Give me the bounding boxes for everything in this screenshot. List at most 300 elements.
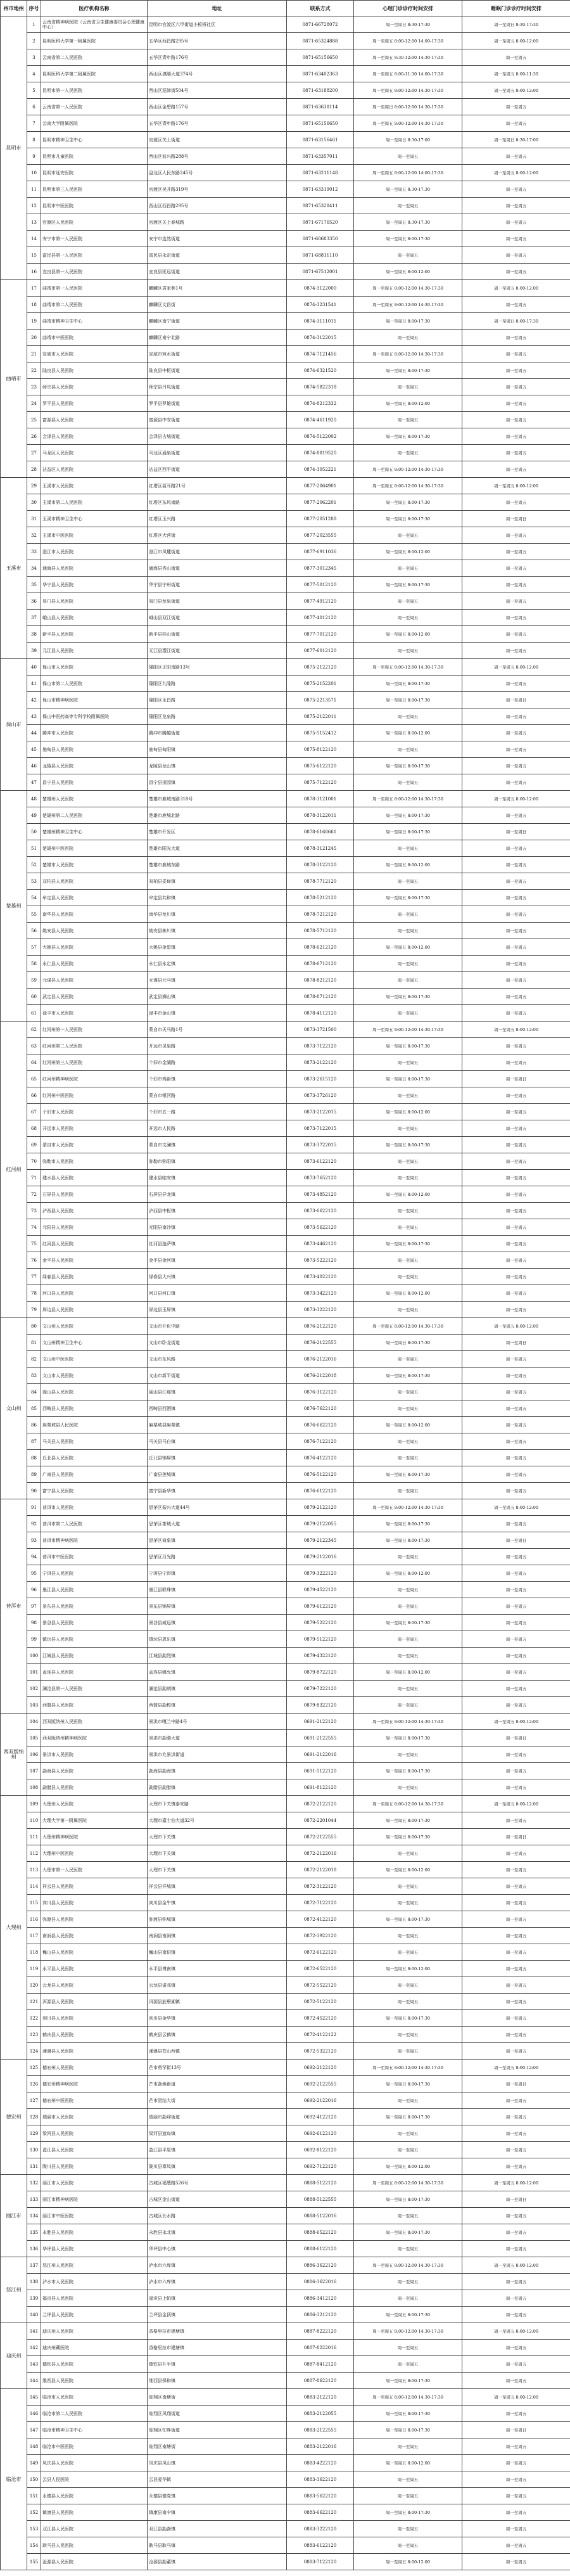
sleep-clinic-hours: 周一至周五 8:00-11:30 (462, 66, 570, 82)
city-cell: 迪庆州 (1, 2323, 27, 2389)
phone: 0876-6122120 (287, 1483, 354, 1499)
row-number: 96 (27, 1582, 41, 1598)
table-row (1, 2406, 570, 2422)
phone: 0873-5222120 (287, 1252, 354, 1269)
phone: 0878-5212120 (287, 890, 354, 906)
phone: 0871-63188200 (287, 82, 354, 99)
address: 麒麟区文昌街 (148, 297, 287, 313)
sleep-clinic-hours: 周一至周五 (462, 2373, 570, 2389)
table-row (1, 2438, 570, 2455)
sleep-clinic-hours: 周一至周五 (462, 527, 570, 544)
psych-clinic-hours: 周一至周五 8:00-12:00 (354, 1285, 462, 1302)
table-row (1, 66, 570, 82)
psych-clinic-hours: 周一至周五 8:00-17:30 (354, 758, 462, 774)
table-row (1, 494, 570, 511)
table-row (1, 1532, 570, 1549)
row-number: 41 (27, 676, 41, 692)
sleep-clinic-hours: 周一至周五 (462, 1862, 570, 1878)
psych-clinic-hours: 周一至周五 (354, 1269, 462, 1285)
city-cell: 曲靖市 (1, 280, 27, 478)
address: 绿春县大兴镇 (148, 1269, 287, 1285)
address: 南涧县南涧镇 (148, 1928, 287, 1944)
row-number: 57 (27, 939, 41, 956)
address: 龙陵县龙山镇 (148, 758, 287, 774)
address: 隆阳区正阳南路13号 (148, 659, 287, 676)
row-number: 72 (27, 1186, 41, 1203)
address: 西盟县勐梭镇 (148, 1697, 287, 1714)
city-cell: 昆明市 (1, 16, 27, 280)
table-row (1, 857, 570, 873)
header-row (1, 1, 570, 16)
psych-clinic-hours: 周一至周五 (354, 379, 462, 395)
address: 盈江县平原镇 (148, 2142, 287, 2158)
phone: 0875-7122120 (287, 774, 354, 791)
address: 新平县桂山街道 (148, 626, 287, 643)
row-number: 10 (27, 165, 41, 181)
sleep-clinic-hours: 周一至周五 8:00-12:00 (462, 659, 570, 676)
sleep-clinic-hours: 周一至周五 (462, 2274, 570, 2290)
table-row (1, 445, 570, 461)
institution-name: 泸西县人民医院 (41, 1203, 148, 1219)
phone: 0874-6321520 (287, 362, 354, 379)
sleep-clinic-hours: 周一至周五 (462, 247, 570, 264)
sleep-clinic-hours: 周一至周五 (462, 1911, 570, 1928)
address: 景谷县威远镇 (148, 1615, 287, 1631)
table-row (1, 346, 570, 362)
sleep-clinic-hours: 周一至周五 8:00-12:00 (462, 82, 570, 99)
table-row (1, 478, 570, 494)
psych-clinic-hours: 周一至周五 (354, 2290, 462, 2307)
phone: 0883-2122120 (287, 2389, 354, 2406)
sleep-clinic-hours: 周一至周五 8:00-12:00 (462, 1796, 570, 1812)
address: 罗平县罗雄街道 (148, 395, 287, 412)
phone: 0692-8122120 (287, 2142, 354, 2158)
institution-name: 红河州精神病医院 (41, 1071, 148, 1087)
psych-clinic-hours: 周一至周五 8:00-17:30 (354, 890, 462, 906)
institution-name: 西双版纳州精神病医院 (41, 1730, 148, 1746)
phone: 0872-4122122 (287, 2027, 354, 2043)
table-row (1, 2307, 570, 2323)
psych-clinic-hours: 周一至周五 8:00-17:30 (354, 676, 462, 692)
row-number: 12 (27, 198, 41, 214)
address: 宣威市宛水街道 (148, 346, 287, 362)
table-row (1, 1648, 570, 1664)
sleep-clinic-hours: 周一至周五 (462, 2224, 570, 2241)
psych-clinic-hours: 周一至周五 8:00-17:30 (354, 807, 462, 824)
address: 会泽县古城街道 (148, 428, 287, 445)
row-number: 153 (27, 2521, 41, 2537)
psych-clinic-hours: 周一至周五 (354, 2488, 462, 2504)
phone: 0876-2122555 (287, 1335, 354, 1351)
psych-clinic-hours: 周一至周五 8:00-17:30 (354, 1038, 462, 1054)
phone: 0883-6122120 (287, 2537, 354, 2554)
table-row (1, 1829, 570, 1845)
address: 五华区青年路176号 (148, 115, 287, 132)
institution-name: 楚雄州中医医院 (41, 840, 148, 857)
table-row (1, 82, 570, 99)
psych-clinic-hours: 周一至周五 (354, 643, 462, 659)
row-number: 55 (27, 906, 41, 923)
psych-clinic-hours: 周一至周五 8:00-17:30 (354, 1615, 462, 1631)
table-row (1, 1714, 570, 1730)
table-row (1, 659, 570, 676)
institution-name: 保山市第二人民医院 (41, 676, 148, 692)
table-row (1, 1994, 570, 2010)
sleep-clinic-hours: 周一至周五 (462, 181, 570, 198)
phone: 0887-8412120 (287, 2356, 354, 2373)
address: 墨江县联珠镇 (148, 1582, 287, 1598)
phone: 0872-6122120 (287, 1944, 354, 1961)
sleep-clinic-hours: 周一至周五 (462, 1565, 570, 1582)
table-row (1, 1746, 570, 1763)
phone: 0692-2122555 (287, 2076, 354, 2092)
institution-name: 个旧市人民医院 (41, 1104, 148, 1120)
table-row (1, 2521, 570, 2537)
row-number: 30 (27, 494, 41, 511)
psych-clinic-hours: 周一至周五 (354, 1681, 462, 1697)
phone: 0876-7122120 (287, 1433, 354, 1450)
table-row (1, 873, 570, 890)
table-row (1, 791, 570, 807)
table-row (1, 1483, 570, 1499)
address: 德钦县升平镇 (148, 2356, 287, 2373)
sleep-clinic-hours: 周一至周五 8:00-12:00 (462, 2175, 570, 2191)
sleep-clinic-hours: 周一至周五 (462, 2290, 570, 2307)
sleep-clinic-hours: 周一至周五 (462, 593, 570, 610)
institution-name: 曲靖市第一人民医院 (41, 280, 148, 297)
address: 大理市下关镇 (148, 1829, 287, 1845)
row-number: 99 (27, 1631, 41, 1648)
table-row (1, 1269, 570, 1285)
row-number: 108 (27, 1779, 41, 1796)
address: 建水县临安镇 (148, 1170, 287, 1186)
address: 西山区滇缅大道374号 (148, 66, 287, 82)
table-row (1, 643, 570, 659)
phone: 0871-68683350 (287, 231, 354, 247)
phone: 0874-3231541 (287, 297, 354, 313)
row-number: 33 (27, 544, 41, 560)
address: 施甸县甸阳镇 (148, 741, 287, 758)
table-row (1, 2224, 570, 2241)
row-number: 35 (27, 577, 41, 593)
institution-name: 金平县人民医院 (41, 1252, 148, 1269)
psych-clinic-hours: 周一至周五 8:00-12:00 (354, 626, 462, 643)
institution-name: 普洱市精神病医院 (41, 1532, 148, 1549)
table-row (1, 1664, 570, 1681)
psych-clinic-hours: 周一至周五 (354, 2340, 462, 2356)
psych-clinic-hours: 周一至周五 8:00-12:00 (354, 725, 462, 741)
psych-clinic-hours: 周一至周五 (354, 198, 462, 214)
institution-name: 龙陵县人民医院 (41, 758, 148, 774)
row-number: 45 (27, 741, 41, 758)
sleep-clinic-hours: 周一至周五 (462, 1450, 570, 1466)
psych-clinic-hours: 周一至周五 (354, 1302, 462, 1318)
table-row (1, 330, 570, 346)
row-number: 126 (27, 2076, 41, 2092)
table-row (1, 1302, 570, 1318)
address: 昆明市官渡区六甲街道小板桥社区 (148, 16, 287, 33)
sleep-clinic-hours: 周一至周五 (462, 708, 570, 725)
psych-clinic-hours: 周一至周五 8:00-17:30 (354, 2224, 462, 2241)
phone: 0879-5122120 (287, 1631, 354, 1648)
phone: 0872-7122120 (287, 1895, 354, 1911)
row-number: 121 (27, 1994, 41, 2010)
row-number: 42 (27, 692, 41, 708)
sleep-clinic-hours: 周一至周日 (462, 1532, 570, 1549)
phone: 0872-2201044 (287, 1812, 354, 1829)
psych-clinic-hours: 周一至周日 8:00-12:00 14:30-17:30 (354, 99, 462, 115)
city-cell: 丽江市 (1, 2175, 27, 2257)
row-number: 67 (27, 1104, 41, 1120)
phone: 0874-3111011 (287, 313, 354, 330)
row-number: 101 (27, 1664, 41, 1681)
table-row (1, 264, 570, 280)
address: 牟定县共和镇 (148, 890, 287, 906)
row-number: 95 (27, 1565, 41, 1582)
row-number: 86 (27, 1417, 41, 1433)
table-row (1, 2471, 570, 2488)
sleep-clinic-hours: 周一至周五 (462, 1466, 570, 1483)
row-number: 79 (27, 1302, 41, 1318)
phone: 0883-5622120 (287, 2488, 354, 2504)
phone: 0878-6212120 (287, 939, 354, 956)
city-cell: 玉溪市 (1, 478, 27, 659)
institution-name: 文山市人民医院 (41, 1368, 148, 1384)
address: 石屏县异龙镇 (148, 1186, 287, 1203)
sleep-clinic-hours: 周一至周五 (462, 1137, 570, 1153)
sleep-clinic-hours: 周一至周日 (462, 1829, 570, 1845)
phone: 0872-2122016 (287, 1845, 354, 1862)
address: 师宗县丹凤街道 (148, 379, 287, 395)
address: 麒麟区南宁北路 (148, 330, 287, 346)
address: 耿马县耿马镇 (148, 2537, 287, 2554)
address: 红塔区东风南路 (148, 494, 287, 511)
phone: 0872-5322120 (287, 2043, 354, 2060)
phone: 0886-3622016 (287, 2274, 354, 2290)
table-row (1, 148, 570, 165)
row-number: 140 (27, 2307, 41, 2323)
psych-clinic-hours: 周一至周日 8:30-17:30 (354, 16, 462, 33)
row-number: 118 (27, 1944, 41, 1961)
row-number: 87 (27, 1433, 41, 1450)
psych-clinic-hours: 周一至周五 8:00-12:00 (354, 544, 462, 560)
phone: 0872-5122120 (287, 1994, 354, 2010)
row-number: 63 (27, 1038, 41, 1054)
address: 文山市新平街道 (148, 1368, 287, 1384)
institution-name: 麻栗坡县人民医院 (41, 1417, 148, 1433)
institution-name: 大理大学第一附属医院 (41, 1812, 148, 1829)
phone: 0877-2023555 (287, 527, 354, 544)
institution-name: 景洪市人民医院 (41, 1746, 148, 1763)
address: 宾川县金牛镇 (148, 1895, 287, 1911)
sleep-clinic-hours: 周一至周五 (462, 2537, 570, 2554)
phone: 0886-3412120 (287, 2290, 354, 2307)
table-row (1, 1203, 570, 1219)
phone: 0873-4022120 (287, 1269, 354, 1285)
sleep-clinic-hours: 周一至周五 (462, 2092, 570, 2109)
phone: 0874-8212332 (287, 395, 354, 412)
psych-clinic-hours: 周一至周五 (354, 1252, 462, 1269)
row-number: 37 (27, 610, 41, 626)
sleep-clinic-hours: 周一至周五 (462, 1779, 570, 1796)
row-number: 64 (27, 1054, 41, 1071)
sleep-clinic-hours: 周一至周日 (462, 2076, 570, 2092)
psych-clinic-hours: 周一至周五 8:00-17:30 (354, 2109, 462, 2125)
psych-clinic-hours: 周一至周五 (354, 1878, 462, 1895)
psych-clinic-hours: 周一至周日 8:00-17:30 (354, 2191, 462, 2208)
table-row (1, 593, 570, 610)
phone: 0879-4322120 (287, 1648, 354, 1664)
sleep-clinic-hours: 周一至周五 (462, 840, 570, 857)
institution-name: 勐腊县人民医院 (41, 1779, 148, 1796)
table-row (1, 2504, 570, 2521)
table-row (1, 1779, 570, 1796)
institution-name: 建水县人民医院 (41, 1170, 148, 1186)
row-number: 59 (27, 972, 41, 989)
institution-name: 云县人民医院 (41, 2471, 148, 2488)
table-row (1, 906, 570, 923)
table-row (1, 1186, 570, 1203)
row-number: 36 (27, 593, 41, 610)
psych-clinic-hours: 周一至周五 (354, 445, 462, 461)
table-row (1, 132, 570, 148)
psych-clinic-hours: 周一至周五 (354, 2092, 462, 2109)
table-row (1, 1598, 570, 1615)
table-row (1, 198, 570, 214)
table-row (1, 181, 570, 198)
table-row (1, 1763, 570, 1779)
address: 五华区西昌路295号 (148, 33, 287, 49)
sleep-clinic-hours: 周一至周五 (462, 379, 570, 395)
institution-name: 丘北县人民医院 (41, 1450, 148, 1466)
phone: 0871-66728072 (287, 16, 354, 33)
row-number: 27 (27, 445, 41, 461)
institution-name: 普洱市第二人民医院 (41, 1516, 148, 1532)
institution-name: 马龙区人民医院 (41, 445, 148, 461)
row-number: 1 (27, 16, 41, 33)
psych-clinic-hours: 周一至周日 8:00-17:30 (354, 824, 462, 840)
address: 泸西县中枢镇 (148, 1203, 287, 1219)
row-number: 7 (27, 115, 41, 132)
address: 维西县保和镇 (148, 2373, 287, 2389)
phone: 0874-4611920 (287, 412, 354, 428)
address: 红河县迤萨镇 (148, 1236, 287, 1252)
row-number: 145 (27, 2389, 41, 2406)
psych-clinic-hours: 周一至周五 8:00-12:00 (354, 857, 462, 873)
sleep-clinic-hours: 周一至周五 (462, 1038, 570, 1054)
row-number: 2 (27, 33, 41, 49)
row-number: 44 (27, 725, 41, 741)
address: 个旧市鸡街镇 (148, 1071, 287, 1087)
table-row (1, 280, 570, 297)
phone: 0879-2122055 (287, 1516, 354, 1532)
sleep-clinic-hours: 周一至周五 (462, 2438, 570, 2455)
sleep-clinic-hours: 周一至周日 8:30-17:30 (462, 16, 570, 33)
institution-name: 元江县人民医院 (41, 643, 148, 659)
table-row (1, 527, 570, 544)
institution-name: 大理州精神病医院 (41, 1829, 148, 1845)
phone: 0872-4122120 (287, 1911, 354, 1928)
institution-name: 牟定县人民医院 (41, 890, 148, 906)
psych-clinic-hours: 周一至周五 8:00-12:00 (354, 1664, 462, 1681)
institution-name: 迪庆州人民医院 (41, 2323, 148, 2340)
address: 盘龙区人民东路245号 (148, 165, 287, 181)
table-row (1, 1944, 570, 1961)
table-row (1, 1071, 570, 1087)
psych-clinic-hours: 周一至周五 (354, 906, 462, 923)
institution-name: 曲靖市第二人民医院 (41, 297, 148, 313)
row-number: 26 (27, 428, 41, 445)
institution-name: 富源县人民医院 (41, 412, 148, 428)
institution-name: 昆明医科大学第一附属医院 (41, 33, 148, 49)
address: 祥云县祥城镇 (148, 1878, 287, 1895)
institution-name: 师宗县人民医院 (41, 379, 148, 395)
table-row (1, 2043, 570, 2060)
city-cell: 临沧市 (1, 2389, 27, 2570)
phone: 0874-7121456 (287, 346, 354, 362)
institution-name: 马关县人民医院 (41, 1433, 148, 1450)
phone: 0883-2122055 (287, 2406, 354, 2422)
row-number: 138 (27, 2274, 41, 2290)
phone: 0883-2122016 (287, 2438, 354, 2455)
institution-name: 泸水市人民医院 (41, 2274, 148, 2290)
row-number: 82 (27, 1351, 41, 1368)
psych-clinic-hours: 周一至周五 8:00-17:30 (354, 989, 462, 1005)
psych-clinic-hours: 周一至周五 8:00-12:00 14:30-17:30 (354, 297, 462, 313)
sleep-clinic-hours: 周一至周五 (462, 758, 570, 774)
address: 红塔区聂耳路21号 (148, 478, 287, 494)
sleep-clinic-hours: 周一至周五 (462, 807, 570, 824)
table-row (1, 807, 570, 824)
row-number: 9 (27, 148, 41, 165)
sleep-clinic-hours: 周一至周五 (462, 2340, 570, 2356)
institution-name: 沾益区人民医院 (41, 461, 148, 478)
row-number: 89 (27, 1466, 41, 1483)
address: 河口县河口镇 (148, 1285, 287, 1302)
table-row (1, 2010, 570, 2027)
phone: 0692-7122120 (287, 2158, 354, 2175)
row-number: 78 (27, 1285, 41, 1302)
sleep-clinic-hours: 周一至周五 (462, 1384, 570, 1400)
phone: 0874-8819520 (287, 445, 354, 461)
institution-name: 昆明市延安医院 (41, 165, 148, 181)
psych-clinic-hours: 周一至周五 8:00-12:00 (354, 264, 462, 280)
sleep-clinic-hours: 周一至周五 (462, 2455, 570, 2471)
sleep-clinic-hours: 周一至周五 (462, 972, 570, 989)
row-number: 75 (27, 1236, 41, 1252)
psych-clinic-hours: 周一至周日 8:00-17:30 (354, 1532, 462, 1549)
psych-clinic-hours: 周一至周日 8:00-17:30 (354, 1829, 462, 1845)
row-number: 133 (27, 2191, 41, 2208)
phone: 0871-63156461 (287, 132, 354, 148)
psych-clinic-hours: 周一至周五 8:30-12:00 14:30-17:30 (354, 49, 462, 66)
table-row (1, 2356, 570, 2373)
row-number: 139 (27, 2290, 41, 2307)
table-row (1, 1516, 570, 1532)
institution-name: 保山市精神病医院 (41, 692, 148, 708)
table-row (1, 1812, 570, 1829)
table-row (1, 297, 570, 313)
institution-name: 玉溪市精神卫生中心 (41, 511, 148, 527)
institution-name: 丽江市中医医院 (41, 2208, 148, 2224)
table-row (1, 560, 570, 577)
address: 红塔区大营街 (148, 527, 287, 544)
sleep-clinic-hours: 周一至周五 (462, 1944, 570, 1961)
institution-name: 文山州中医医院 (41, 1351, 148, 1368)
address: 勐腊县勐腊镇 (148, 1779, 287, 1796)
address: 凤庆县凤山镇 (148, 2455, 287, 2471)
phone: 0878-4112120 (287, 1005, 354, 1022)
